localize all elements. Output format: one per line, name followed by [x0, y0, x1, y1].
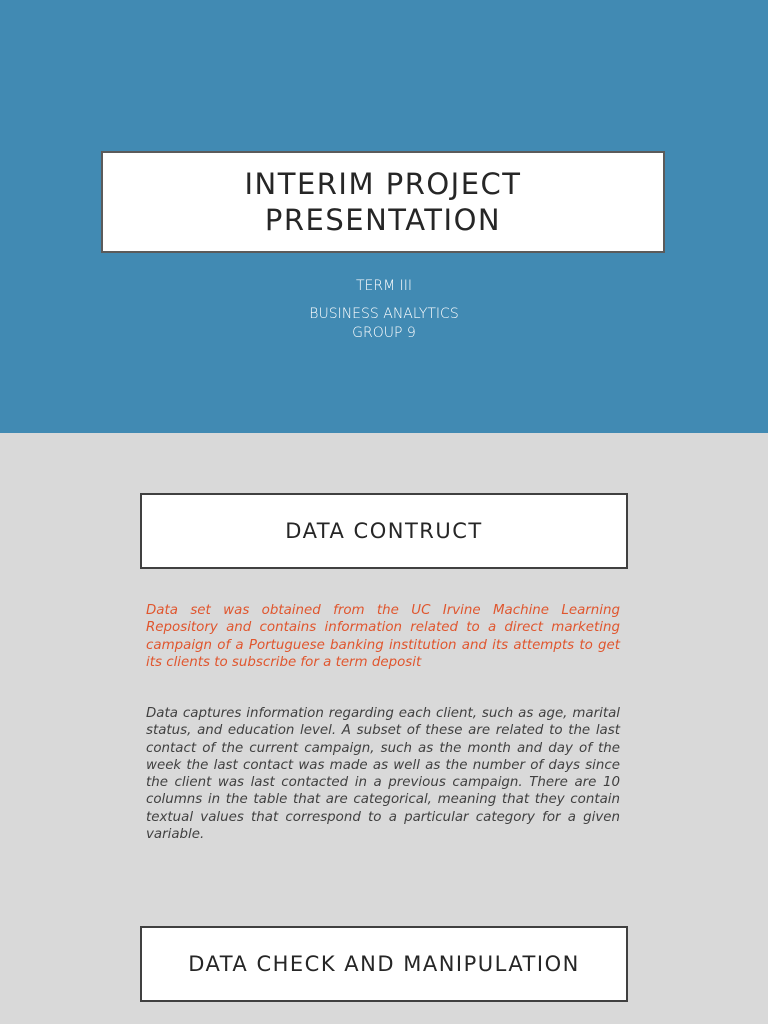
dataset-intro-paragraph: Data set was obtained from the UC Irvine Machine Learning Repository and contains information related to a direct marketing campaign of a Portuguese banking institution and its attempts to get its clients to subscribe for a term deposit — [146, 603, 620, 670]
title-line-2: PRESENTATION — [264, 203, 502, 237]
term-label: TERM III — [355, 278, 413, 294]
title-box — [101, 151, 665, 253]
course-label: BUSINESS ANALYTICS — [309, 306, 459, 322]
title-slide — [0, 0, 768, 433]
presentation-title — [244, 166, 521, 238]
dataset-details-paragraph: Data captures information regarding each client, such as age, marital status, and education level. A subset of these are related to the last contact of the current campaign, such as the month and day of the week the last contact was made as well as the number of days since the client was last contacted in a previous campaign. There are 10 columns in the table that are categorical, meaning that they contain textual values that correspond to a particular category for a given variable. — [146, 706, 620, 843]
title-line-1: INTERIM PROJECT — [244, 167, 522, 201]
data-check-heading-box — [140, 926, 628, 1002]
data-construct-heading: DATA CONTRUCT — [285, 519, 483, 543]
group-label: GROUP 9 — [352, 325, 416, 341]
data-check-heading: DATA CHECK AND MANIPULATION — [188, 952, 580, 976]
data-construct-heading-box — [140, 493, 628, 569]
